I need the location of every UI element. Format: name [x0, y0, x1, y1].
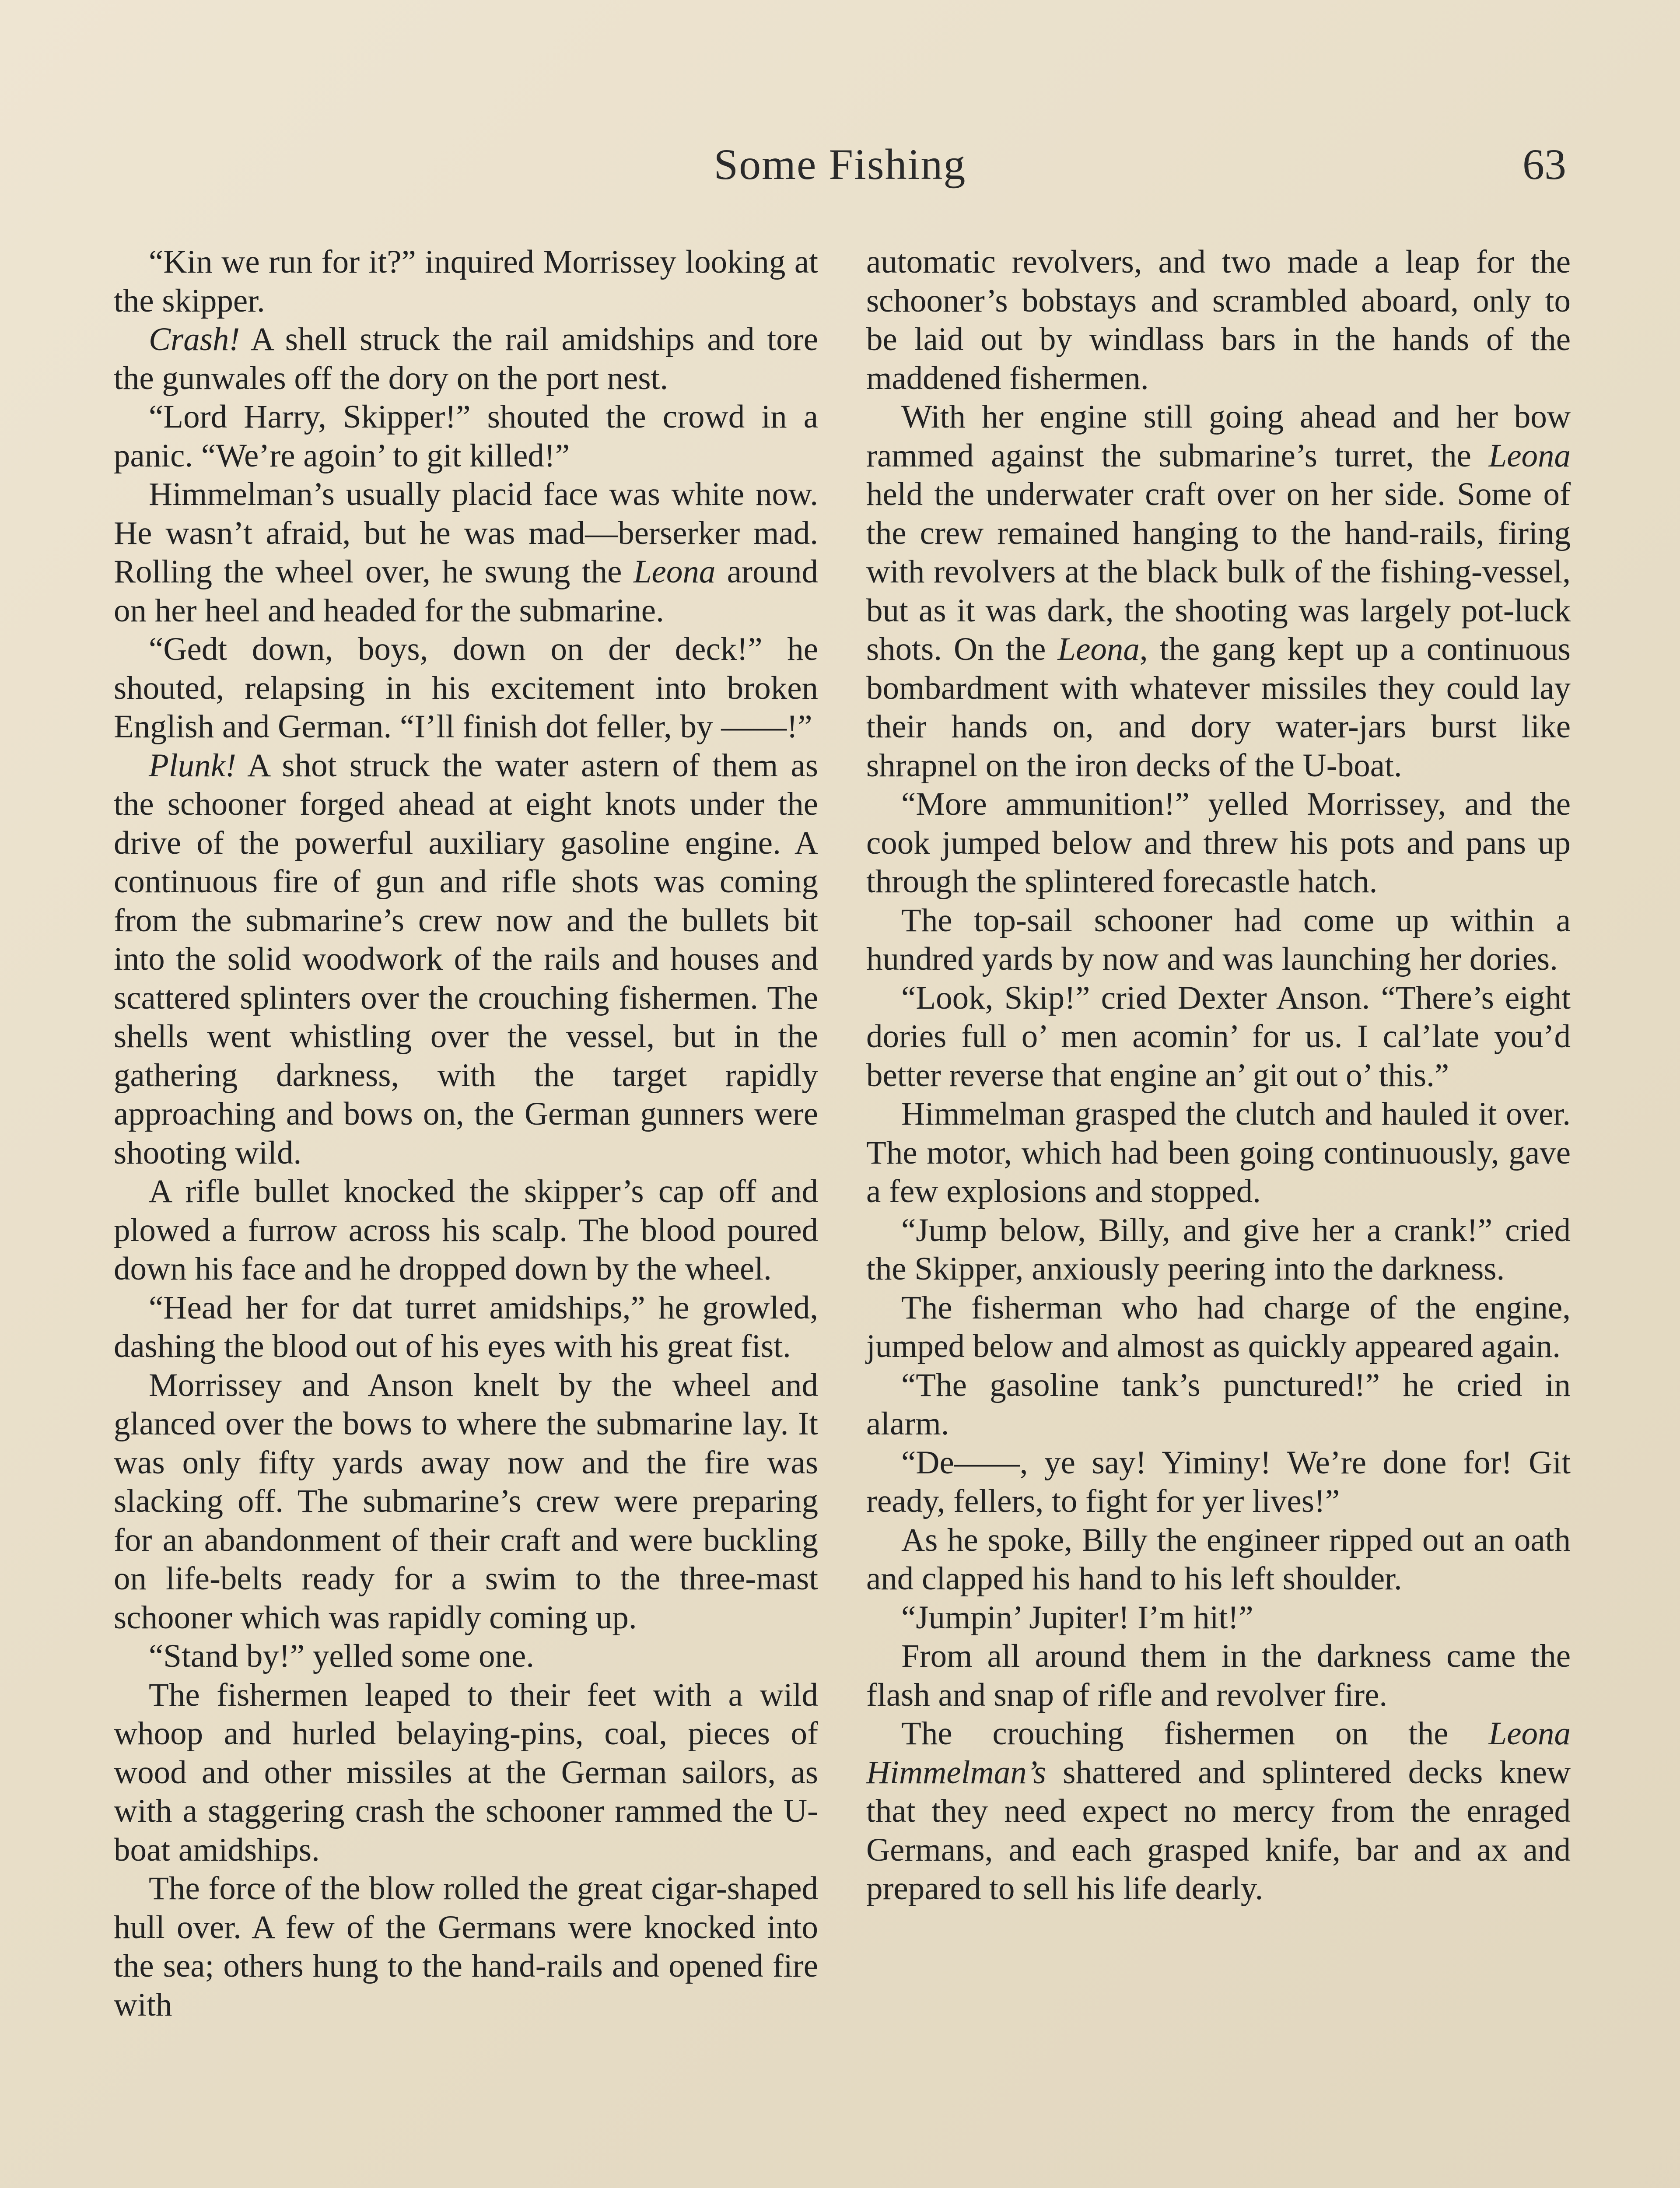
running-title: Some Fishing	[714, 140, 966, 189]
paragraph: “Head her for dat turret amidships,” he growled, dashing the blood out of his eyes with his great fist.	[114, 1289, 818, 1364]
paragraph: The crouching fishermen on the Leona Himmelman’s shattered and splintered decks knew that they need expect no mercy from the enraged Germans, and each grasped knife, bar and ax and prepared to sell his life dearly.	[866, 1715, 1571, 1907]
text-columns	[114, 243, 1571, 2188]
paragraph: Himmelman’s usually placid face was white now. He wasn’t afraid, but he was mad—berserker mad. Rolling the wheel over, he swung the Leona around on her heel and headed for the submarine.	[114, 476, 819, 629]
paragraph: Morrissey and Anson knelt by the wheel and glanced over the bows to where the submarine lay. It was only fifty yards away now and the fire was slacking off. The submarine’s crew were preparing for an abandonment of their craft and were buckling on life-belts ready for a swim to the three-mast schooner which was rapidly coming up.	[114, 1367, 818, 1636]
paragraph: “Jump below, Billy, and give her a crank!” cried the Skipper, anxiously peering into the darkness.	[866, 1212, 1571, 1287]
page-number: 63	[1522, 140, 1566, 189]
paragraph: Plunk! A shot struck the water astern of them as the schooner forged ahead at eight knots under the drive of the powerful auxiliary gasoline engine. A continuous fire of gun and rifle shots was coming from the submarine’s crew now and the bullets bit into the solid woodwork of the rails and houses and scattered splinters over the crouching fishermen. The shells went whistling over the vessel, but in the gathering darkness, with the target rapidly approaching and bows on, the German gunners were shooting wild.	[114, 747, 818, 1171]
right-column	[866, 243, 1571, 1908]
paragraph: The top-sail schooner had come up within a hundred yards by now and was launching her dories.	[866, 902, 1571, 977]
paragraph: “Stand by!” yelled some one.	[149, 1638, 534, 1674]
paragraph: With her engine still going ahead and her bow rammed against the submarine’s turret, the Leona held the underwater craft over on her side. Some of the crew remained hanging to the hand-rails, firing with revolvers at the black bulk of the fishing-vessel, but as it was dark, the shooting was largely pot-luck shots. On the Leona, the gang kept up a continuous bombardment with whatever missiles they could lay their hands on, and dory water-jars burst like shrapnel on the iron decks of the U-boat.	[866, 399, 1571, 784]
paragraph: The fishermen leaped to their feet with a wild whoop and hurled belaying-pins, coal, pieces of wood and other missiles at the German sailors, as with a staggering crash the schooner rammed the U-boat amidships.	[114, 1676, 818, 1868]
paragraph: “The gasoline tank’s punctured!” he cried in alarm.	[866, 1367, 1571, 1442]
paragraph: Crash! A shell struck the rail amidships and tore the gunwales off the dory on the port nest.	[114, 321, 818, 396]
paragraph: A rifle bullet knocked the skipper’s cap off and plowed a furrow across his scalp. The blood poured down his face and he dropped down by the wheel.	[114, 1173, 818, 1287]
paragraph: “Look, Skip!” cried Dexter Anson. “There’s eight dories full o’ men acomin’ for us. I cal’late you’d better reverse that engine an’ git out o’ this.”	[866, 979, 1571, 1094]
paragraph: automatic revolvers, and two made a leap for the schooner’s bobstays and scrambled aboard, only to be laid out by windlass bars in the hands of the maddened fishermen.	[866, 244, 1571, 396]
paragraph: Himmelman grasped the clutch and hauled it over. The motor, which had been going continuously, gave a few explosions and stopped.	[866, 1096, 1571, 1210]
paragraph: The fisherman who had charge of the engine, jumped below and almost as quickly appeared again.	[866, 1289, 1571, 1364]
paragraph: “De——, ye say! Yiminy! We’re done for! Git ready, fellers, to fight for yer lives!”	[866, 1444, 1571, 1519]
paragraph: “More ammunition!” yelled Morrissey, and the cook jumped below and threw his pots and pans up through the splintered forecastle hatch.	[866, 786, 1571, 900]
running-head	[0, 139, 1680, 196]
paragraph: “Kin we run for it?” inquired Morrissey looking at the skipper.	[114, 244, 818, 319]
left-column	[114, 243, 818, 2024]
paragraph: “Jumpin’ Jupiter! I’m hit!”	[901, 1599, 1253, 1636]
paragraph: “Gedt down, boys, down on der deck!” he shouted, relapsing in his excitement into broken English and German. “I’ll finish dot feller, by ——!”	[114, 631, 818, 745]
paragraph: From all around them in the darkness came the flash and snap of rifle and revolver fire.	[866, 1638, 1571, 1713]
paragraph: “Lord Harry, Skipper!” shouted the crowd in a panic. “We’re agoin’ to git killed!”	[114, 399, 818, 474]
paragraph: The force of the blow rolled the great cigar-shaped hull over. A few of the Germans were knocked into the sea; others hung to the hand-rails and opened fire with	[114, 1870, 818, 2023]
paragraph: As he spoke, Billy the engineer ripped out an oath and clapped his hand to his left shoulder.	[866, 1522, 1571, 1597]
